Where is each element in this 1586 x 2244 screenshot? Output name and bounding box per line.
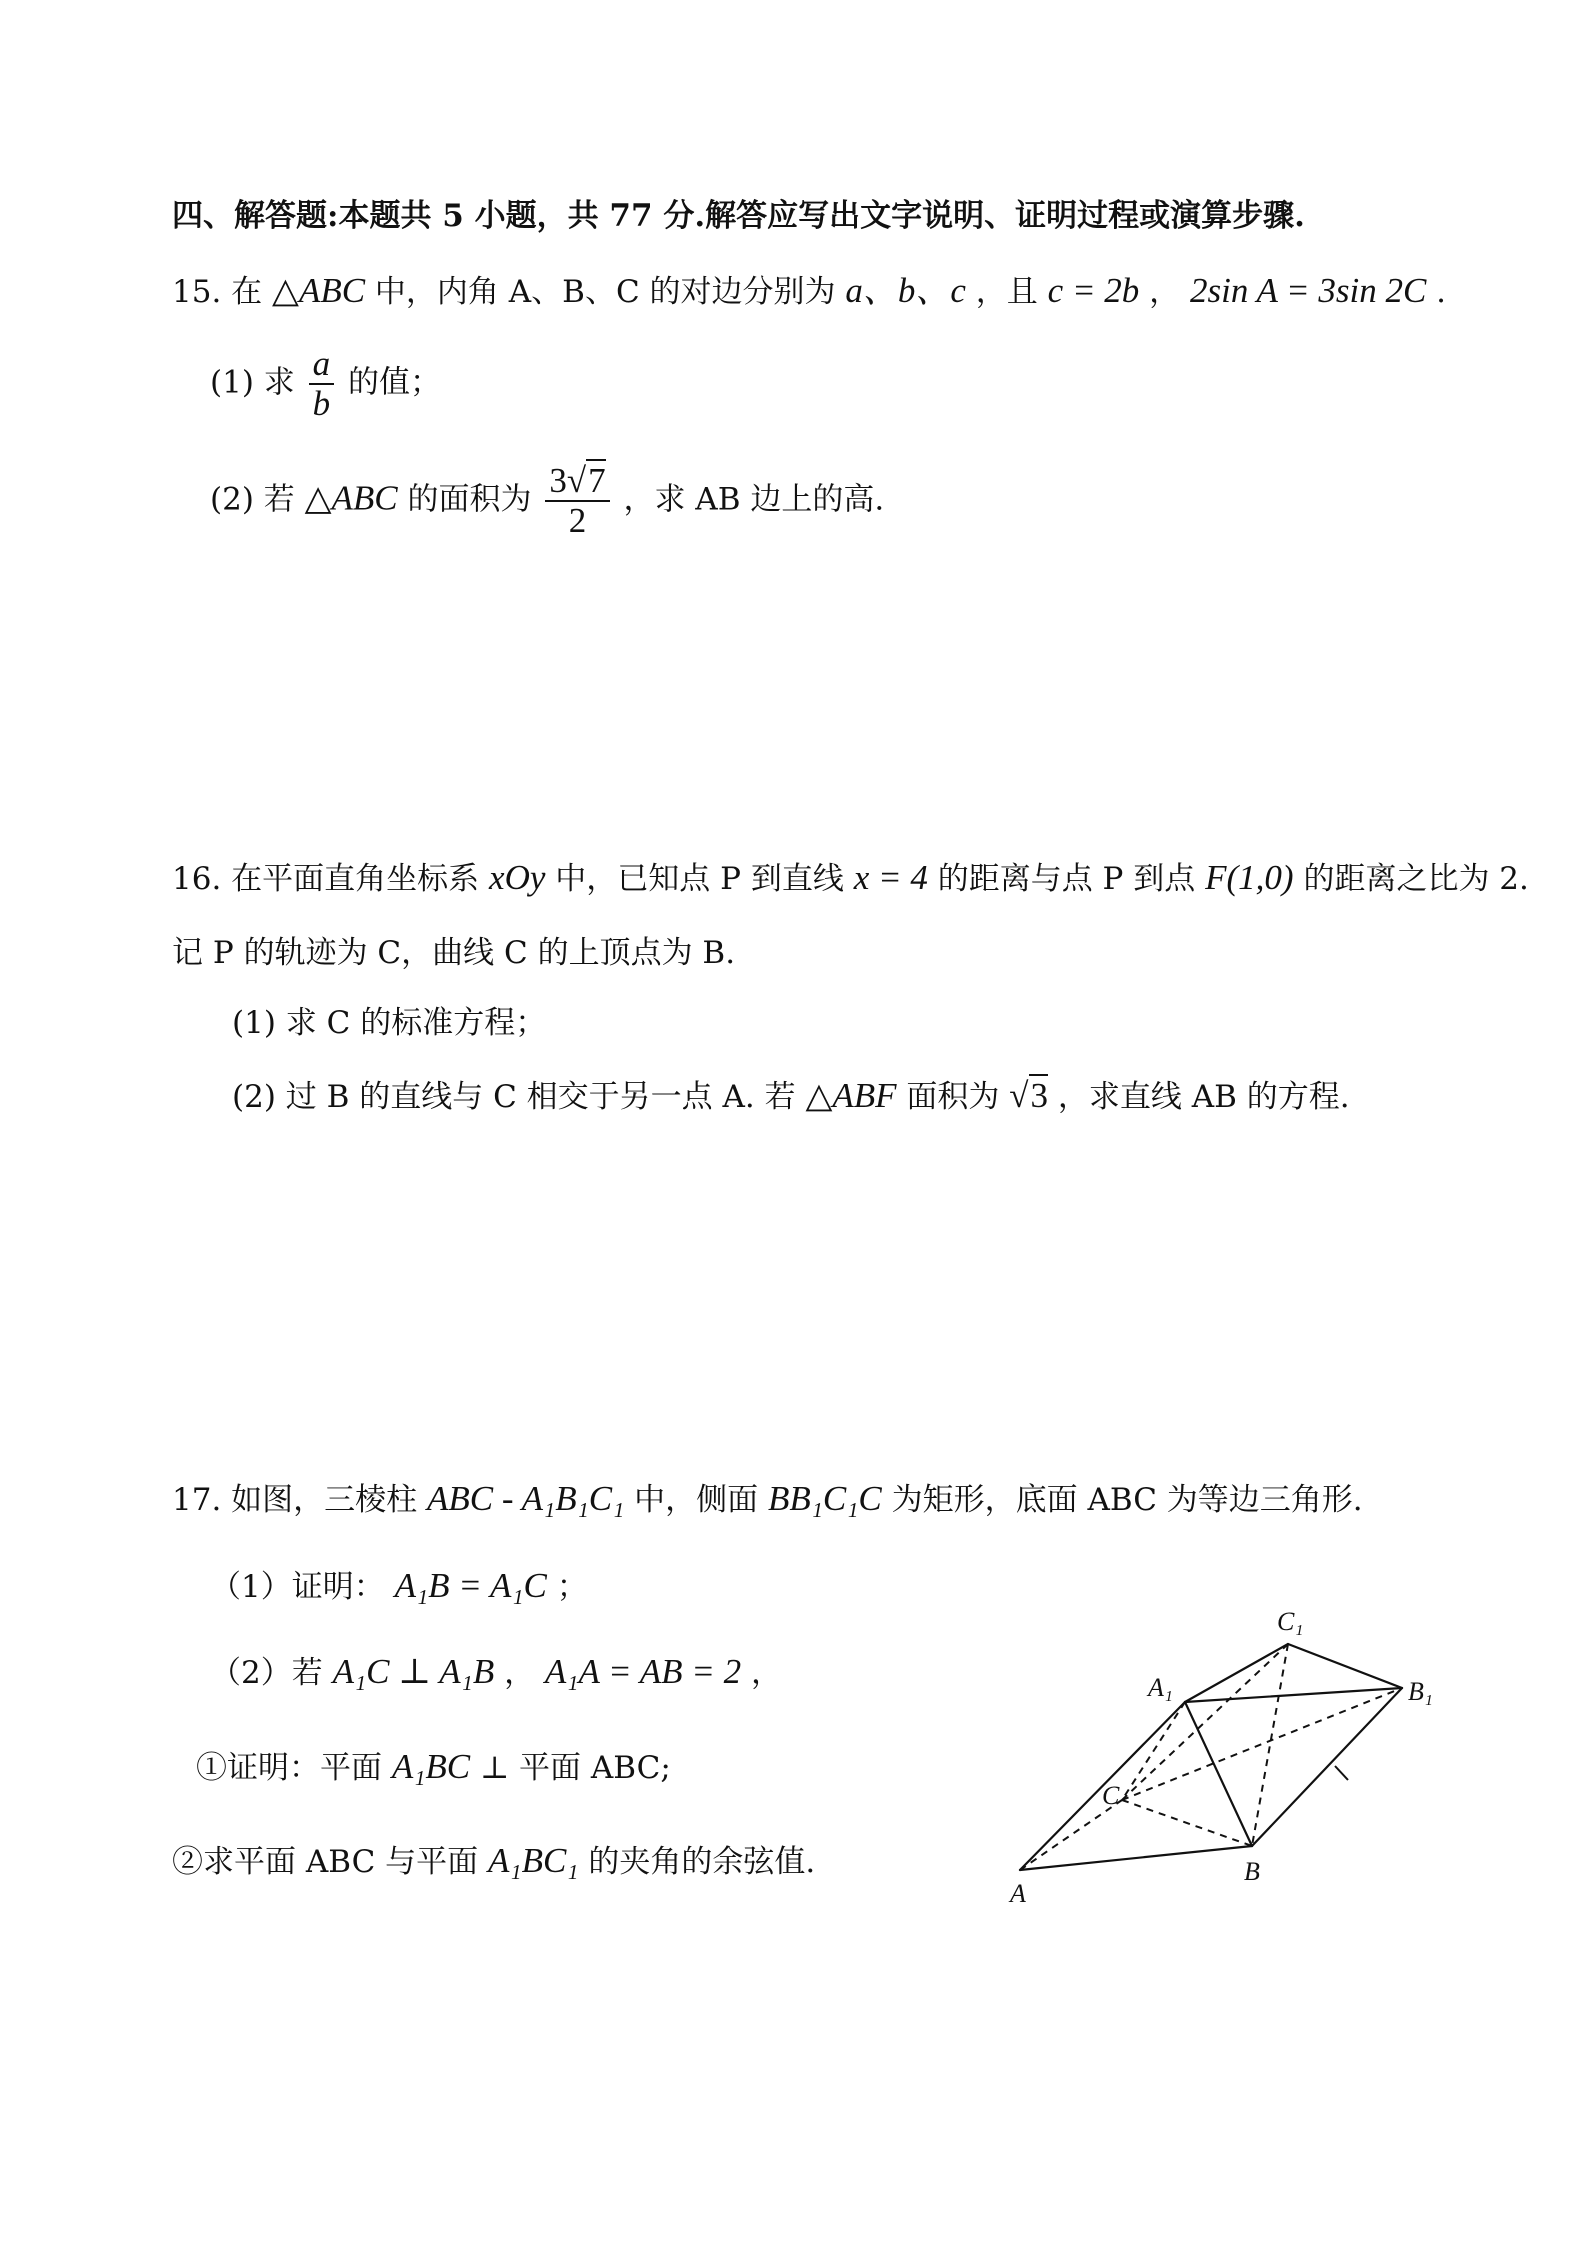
q15-part1-frac-num: a	[309, 345, 335, 385]
edge-A1-B1	[1185, 1688, 1402, 1702]
q15-triangle: △ABC	[272, 271, 366, 310]
q17-part1-label: （1）证明：	[210, 1569, 385, 1605]
q16-line1-c: 的距离与点 P 到点	[937, 861, 1196, 897]
q16-part2	[232, 1076, 1350, 1117]
section-header: 四、解答题:本题共 5 小题，共 77 分.解答应写出文字说明、证明过程或演算步骤.	[172, 198, 1305, 234]
q17-line1-a: 如图，三棱柱	[231, 1482, 418, 1518]
q17-part1-eq: A₁B = A₁C	[394, 1566, 547, 1605]
q15-condition-2: 2sin A = 3sin 2C	[1190, 271, 1427, 310]
q17-part2-label: （2）若	[210, 1655, 323, 1691]
q17-number: 17.	[172, 1482, 222, 1518]
label-A: A	[1010, 1879, 1026, 1908]
q17-part2-cond2: A₁A = AB = 2	[544, 1652, 742, 1691]
q15-part2-frac-num: 3√7	[545, 462, 609, 502]
label-B1: B₁	[1408, 1677, 1433, 1706]
q17-sub2-a: ②求平面 ABC 与平面	[172, 1844, 479, 1880]
q17-sub1-a: ①证明：平面	[196, 1750, 382, 1786]
edge-A-B	[1020, 1846, 1252, 1870]
q16-point-f: F(1,0)	[1205, 858, 1294, 897]
q15-part1	[210, 345, 441, 423]
edge-C-C1	[1122, 1644, 1288, 1800]
q15-part1-end: 的值；	[347, 364, 441, 401]
tick-mark	[1335, 1766, 1348, 1780]
q17-sub1-b: ⊥ 平面 ABC;	[480, 1750, 671, 1786]
q15-condition-1: c = 2b	[1047, 271, 1140, 310]
q16-line-eq: x = 4	[853, 858, 928, 897]
q17-part1-end: ；	[556, 1569, 588, 1605]
q15-part2	[210, 462, 884, 540]
q15-stem-end: .	[1436, 274, 1447, 310]
edge-A1-B	[1185, 1702, 1252, 1846]
q17-sub2-plane: A₁BC₁	[488, 1841, 579, 1880]
q16-number: 16.	[172, 861, 222, 897]
q15-stem-text-2: 中，内角 A、B、C 的对边分别为	[374, 274, 836, 310]
q16-line1-b: 中，已知点 P 到直线	[555, 861, 844, 897]
label-A1: A₁	[1148, 1673, 1173, 1702]
q16-part1: (1) 求 C 的标准方程；	[232, 1005, 547, 1041]
edge-A1-C	[1122, 1702, 1185, 1800]
q17-part2	[210, 1652, 782, 1693]
q15-part2-fraction	[545, 462, 609, 540]
prism-figure	[990, 1590, 1490, 1920]
q16-part2-triangle: △ABF	[805, 1076, 897, 1115]
q15-part1-frac-den: b	[312, 384, 331, 423]
q15-part2-triangle: △ABC	[304, 478, 398, 518]
q15-stem	[172, 271, 1446, 312]
q16-part2-radicand: 3	[1030, 1076, 1048, 1115]
q17-part2-end: ，	[750, 1655, 782, 1691]
q17-face-name: BB₁C₁C	[767, 1479, 882, 1518]
q17-line1-c: 为矩形，底面 ABC 为等边三角形.	[891, 1482, 1363, 1518]
q15-part2-end: ，求 AB 边上的高.	[623, 481, 885, 518]
q17-sub1-plane: A₁BC	[391, 1747, 471, 1786]
q15-part2-num-coef: 3	[549, 461, 567, 500]
edge-A-C	[1020, 1800, 1122, 1870]
q17-sub2-b: 的夹角的余弦值.	[588, 1844, 816, 1880]
q17-line1-b: 中，侧面	[634, 1482, 759, 1518]
q16-part2-a: (2) 过 B 的直线与 C 相交于另一点 A. 若	[232, 1079, 796, 1115]
q15-part1-fraction	[309, 345, 335, 423]
q16-part2-sqrt: √3	[1009, 1076, 1048, 1115]
q15-part2-num-radicand: 7	[588, 461, 606, 500]
q17-line1	[172, 1479, 1363, 1520]
label-C: C	[1102, 1781, 1120, 1810]
q17-sub1	[196, 1747, 671, 1788]
q15-sides: a、b、c	[845, 271, 966, 310]
q16-line2: 记 P 的轨迹为 C，曲线 C 的上顶点为 B.	[172, 935, 736, 971]
q16-part2-b: 面积为	[906, 1079, 1000, 1115]
q15-part2-label: (2) 若	[210, 481, 295, 518]
label-B: B	[1244, 1857, 1260, 1886]
q15-part1-label: (1) 求	[210, 364, 295, 401]
edge-C-B	[1122, 1800, 1252, 1846]
q17-sub2	[172, 1841, 815, 1882]
q17-part2-sep: ，	[504, 1655, 536, 1691]
q17-prism-name: ABC - A₁B₁C₁	[427, 1479, 625, 1518]
q16-line1	[172, 858, 1529, 899]
q15-number: 15.	[172, 274, 222, 310]
q16-part2-c: ，求直线 AB 的方程.	[1057, 1079, 1350, 1115]
q15-stem-text-3: ，且	[975, 274, 1038, 310]
label-C1: C₁	[1277, 1607, 1304, 1636]
q16-coord-system: xOy	[489, 858, 546, 897]
q16-line1-d: 的距离之比为 2.	[1303, 861, 1529, 897]
edge-C1-B1	[1288, 1644, 1402, 1688]
q15-stem-text-4: ，	[1149, 274, 1181, 310]
q15-stem-text-1: 在	[231, 274, 263, 310]
edge-C-B1	[1122, 1688, 1402, 1800]
q17-part1	[210, 1566, 588, 1607]
q15-part2-frac-den: 2	[568, 501, 587, 540]
q17-part2-cond1: A₁C ⊥ A₁B	[332, 1652, 495, 1691]
q15-part2-text: 的面积为	[407, 481, 532, 518]
edge-B-B1	[1252, 1688, 1402, 1846]
q16-line1-a: 在平面直角坐标系	[231, 861, 480, 897]
